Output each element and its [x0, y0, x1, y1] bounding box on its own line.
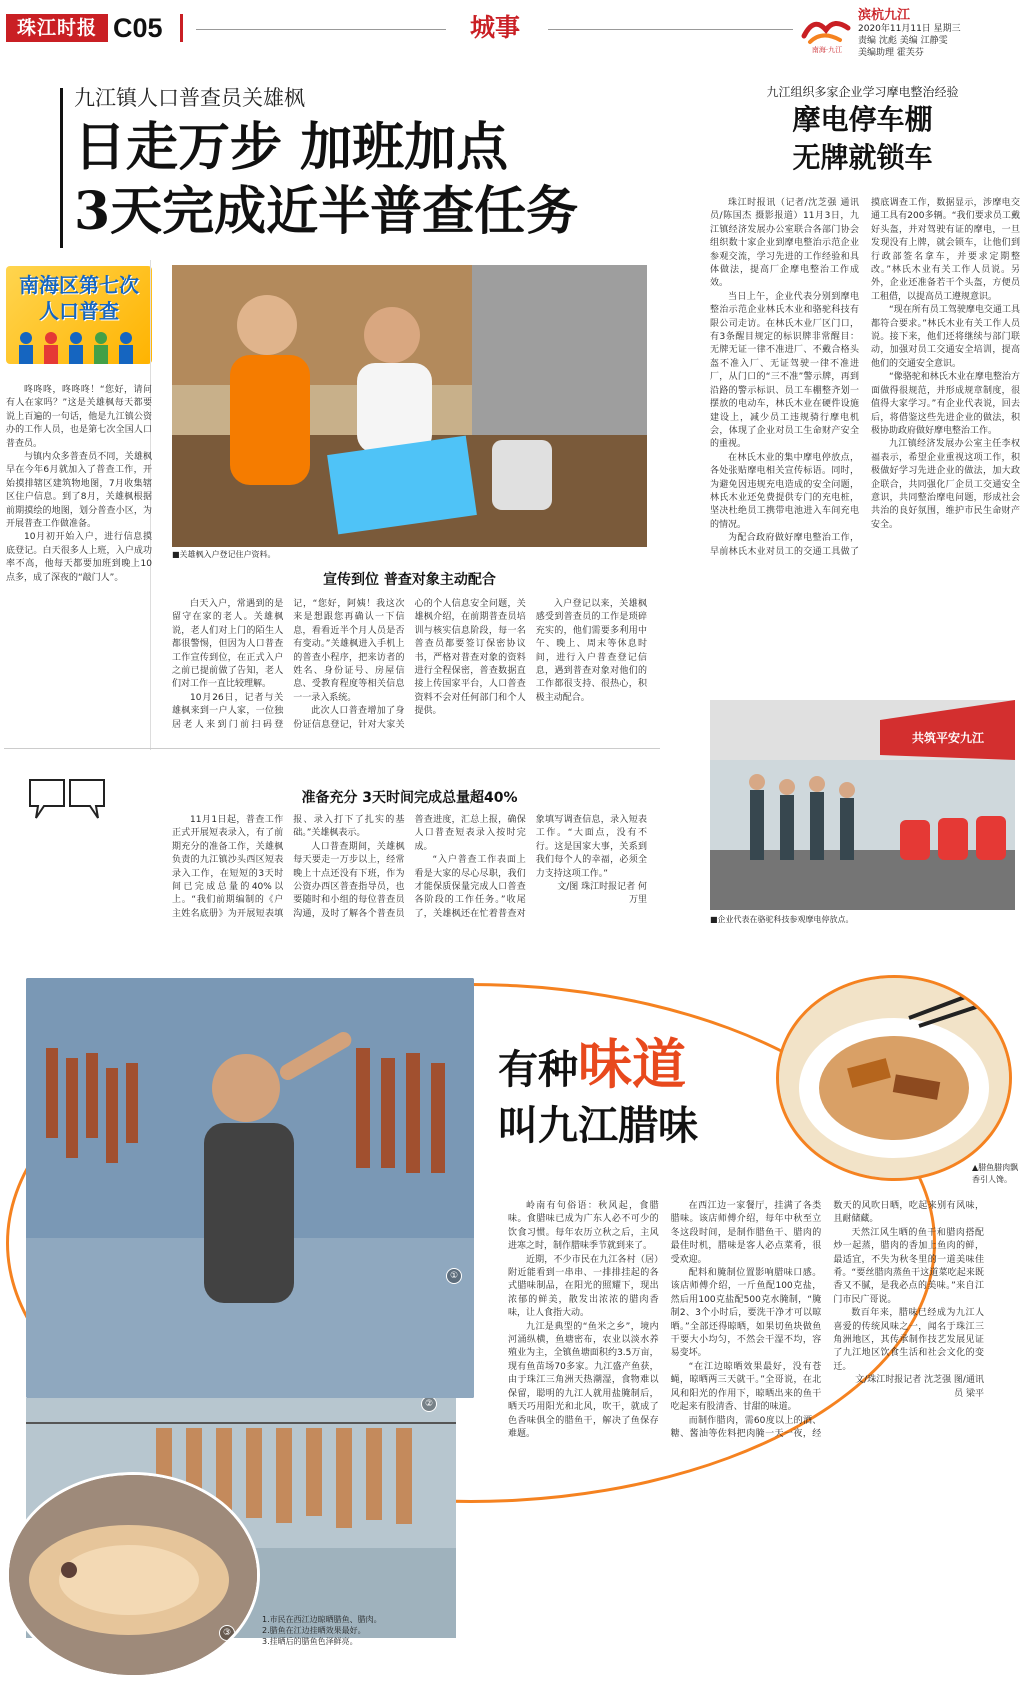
- lead-headline-line2: 3天完成近半普查任务: [74, 181, 579, 242]
- lead-kicker: 九江镇人口普查员关雄枫: [74, 86, 305, 110]
- lead-photo: [172, 265, 647, 547]
- lead-bottom-columns: [172, 814, 647, 948]
- right-paragraph: 在林氏木业的集中摩电停放点，各处张贴摩电相关宣传标语。同时，为避免因违规充电造成的安全问题，林氏木业还免费提供专门的充电桩，坚决杜绝员工携带电池进入车间充电的情况。: [710, 452, 859, 530]
- speech-bubbles-icon: [26, 776, 110, 826]
- feature-paragraph: 而制作腊肉，需60度以上的酒、糖、酱油等佐料把肉腌一天一夜，经数天的风吹日晒，吃起来别有风味，且耐储藏。: [670, 1201, 984, 1439]
- feature-paragraph: 在西江边一家餐厅，挂满了各类腊味。该店师傅介绍，每年中秋至立冬这段时间，是制作腊鱼干、腊肉的最佳时机，腊味是客人必点菜肴，很受欢迎。: [670, 1201, 822, 1265]
- right-paragraph: “像骆驼和林氏木业在摩电整治方面做得很规范，并形成规章制度，很值得大家学习。”有企业代表说，回去后，将借鉴这些先进企业的做法，积极协助政府做好摩电整治工作。: [871, 372, 1020, 436]
- feature-photo-dish: [776, 975, 1012, 1181]
- dish-caption: ▲腊鱼腊肉飘香引人馋。: [972, 1163, 1019, 1184]
- right-kicker: 九江组织多家企业学习摩电整治经验: [766, 85, 959, 99]
- feature-article-body: [508, 1200, 984, 1608]
- feature-title-line1: [498, 1032, 686, 1096]
- lead-headline-line1: 日走万步 加班加点: [74, 117, 509, 178]
- lead-photo-caption: ■关雄枫入户登记住户资料。: [172, 550, 276, 559]
- feature-paragraph: 近期，不少市民在九江各村（居）附近能看到一串串、一排排挂起的各式腊味制品，在阳光的照耀下，现出浓郁的鲜美，散发出浓浓的腊肉香味，让人食指大动。: [508, 1254, 659, 1319]
- right-headline-line1: 摩电停车棚: [792, 103, 933, 136]
- brand-badge-text: 南海·九江: [811, 46, 843, 54]
- page-number: C05: [113, 13, 163, 43]
- header-bar: [180, 14, 183, 42]
- photo-number-3: ③: [219, 1625, 235, 1641]
- subhead-publicity: 宣传到位 普查对象主动配合: [323, 572, 496, 588]
- feature-paragraph: 岭南有句俗语：秋风起，食腊味。食腊味已成为广东人必不可少的饮食习惯。每年农历立秋之后，主风进寒之时，制作腊味季节就到来了。: [508, 1201, 659, 1252]
- feature-caption: 2.腊鱼在江边挂晒效果最好。: [262, 1626, 366, 1635]
- feature-caption: 3.挂晒后的腊鱼色泽鲜亮。: [262, 1637, 358, 1646]
- feature-photo-drying: [26, 978, 474, 1398]
- feature-title-highlight: 味道: [578, 1032, 686, 1096]
- feature-paragraph: 天然江风生晒的鱼干和腊肉搭配炒一起蒸，腊肉的香加上鱼肉的鲜，最适宜，不失为秋冬里的一道美味佳肴。“要丝腊肉蒸鱼干这道菜吃起来既香又不腻，是我必点的美味。”来自江门市民广哥说。: [833, 1227, 984, 1305]
- feature-photo-fish-closeup: [6, 1472, 260, 1678]
- newspaper-logo: 珠江时报: [6, 14, 108, 42]
- lead-byline: 文/图 珠江时报记者 何万里: [557, 882, 647, 906]
- right-paragraph: “现在所有员工驾驶摩电交通工具都符合要求。”林氏木业有关工作人员说。接下来，他们还将继续与部门联动，加强对员工交通安全培训，提高他们的交通安全意识。: [871, 305, 1020, 369]
- census-logo: [6, 266, 152, 364]
- lead-paragraph: 人口普查期间，关雄枫每天要走一万步以上，经常晚上十点还没有下班，作为公资办西区普查指导员，也要随时和小组的每位普查员沟通，及时了解各个普查员普查进度，汇总上报，确保人口普查短表录入按时完成。: [293, 815, 526, 919]
- headline-rule: [60, 88, 63, 248]
- banner-text: 共筑平安九江: [911, 731, 985, 745]
- photo-number-2: ②: [421, 1398, 437, 1412]
- feature-title-prefix: 有种: [498, 1046, 578, 1093]
- feature-photo-captions: [262, 1614, 382, 1647]
- subhead-preparation: 准备充分 3天时间完成总量超40%: [301, 790, 518, 806]
- census-people-icon: [6, 324, 152, 364]
- right-article-body: [710, 197, 1020, 692]
- right-photo-caption: ■企业代表在骆驼科技参观摩电停放点。: [710, 915, 854, 924]
- lead-paragraph: 此次人口普查增加了身份证信息登记，针对大家关心的个人信息安全问题，关雄枫介绍，在前期普查员培训与核实信息阶段，每一名普查员都要签订保密协议书，严格对普查对象的资料进行全程保密，普查数据直接上传国家平台，人口普查资料不会对任何部门和个人提供。: [293, 599, 526, 730]
- feature-byline: 文/珠江时报记者 沈芝强 图/通讯员 梁平: [855, 1375, 984, 1399]
- lead-paragraph: 11月1日起，普查工作正式开展短表录入，有了前期充分的准备工作，关雄枫负责的九江镇沙头西区短表录入工作，在短短的3天时间已完成总量的40%以上。“我们前期编制的《户主姓名底册》为开展短表填报、录入打下了扎实的基础。”关雄枫表示。: [172, 815, 405, 919]
- lead-paragraph: 咚咚咚，咚咚咚！“您好，请问有人在家吗？”这是关雄枫每天都要说上百遍的一句话，他是九江镇公资办的工作人员，也是第七次全国人口普查员。: [6, 385, 152, 449]
- right-photo: [710, 700, 1015, 910]
- feature-title-line2: 叫九江腊味: [498, 1102, 698, 1149]
- feature-paragraph: “在江边晾晒效果最好，没有苍蝇，晾晒两三天就干。”全哥说，在北风和阳光的作用下，晾晒出来的鱼干吃起来有股清香、甘甜的味道。: [670, 1361, 822, 1413]
- brand-badge-icon: [800, 12, 854, 54]
- section-title: 城事: [470, 13, 521, 42]
- right-paragraph: 九江镇经济发展办公室主任李权福表示，希望企业重视这项工作，积极做好学习先进企业的做法，加大政企联合，共同强化厂企员工交通安全意识，共同整治摩电问题，形成社会共治的良好氛围，维护市民生命财产安全。: [871, 439, 1020, 530]
- feature-paragraph: 数百年来，腊味已经成为九江人喜爱的传统风味之一，闻名于珠江三角洲地区，其传承制作技艺发展见证了九江地区饮食生活和社会文化的变迁。: [833, 1308, 984, 1372]
- header-divider-right: [548, 29, 793, 30]
- lead-paragraph: 10月初开始入户，进行信息摸底登记。白天很多人上班，入户成功率不高，他每天都要加班到晚上10点多，成了深夜的“敲门人”。: [6, 532, 152, 583]
- issue-date: 2020年11月11日 星期三: [858, 24, 961, 34]
- photo-number-1: ①: [446, 1268, 462, 1284]
- section-divider: [4, 748, 660, 749]
- right-paragraph: 为配合政府做好摩电整治工作，早前林氏木业对员工的交通工具做了摸底调查工作，数据显示，涉摩电交通工具有200多辆。“我们要求员工戴好头盔，并对驾驶有证的摩电，一旦发现没有上牌，就会锁车，让他们到行政部签名拿车，并要求定期整改。”林氏木业有关工作人员说。另外，企业还准备若干个头盔，方便员工租借，以提高员工遵规意识。: [710, 198, 1020, 557]
- lead-paragraph: 白天入户，常遇到的是留守在家的老人。关雄枫说，老人们对上门的陌生人都很警惕，但因为人口普查工作宣传到位，在正式入户之前已提前做了告知，老人们对工作一直比较理解。: [172, 599, 284, 690]
- editor-assistant-credits: 美编助理 霍芙芬: [858, 48, 924, 58]
- census-logo-line2: 人口普查: [39, 299, 119, 323]
- lead-paragraph: 入户登记以来，关雄枫感受到普查员的工作是琐碎充实的，他们需要多利用中午、晚上、周末等休息时间，进行入户普查登记信息，遇到普查对象对他们的工作都很支持、很热心，积极主动配合。: [535, 599, 647, 703]
- header-divider-left: [196, 29, 446, 30]
- feature-paragraph: 配料和腌制位置影响腊味口感。该店师傅介绍，一斤鱼配100克盐，然后用100克盐配500克水腌制，“腌制2、3个小时后，要洗干净才可以晾晒。”全部还得晾晒，如果切鱼块做鱼干要大小均匀，不然会干湿不均，容易变坏。: [670, 1268, 822, 1359]
- lead-mid-columns: [172, 598, 647, 766]
- right-paragraph: 当日上午，企业代表分别到摩电整治示范企业林氏木业和骆驼科技有限公司走访。在林氏木业厂区门口，有3条醒目规定的标识牌非常醒目：无牌无证一律不准进厂、不戴合格头盔不准入厂、无证驾驶一律不准进厂，从门口的“三不准”警示牌，再到沿路的警示标识、员工车棚整齐划一摆放的电动车，林氏木业在硬件设施建设上，减少员工违规骑行摩电机会，体现了企业对员工生命财产安全的重视。: [710, 291, 859, 450]
- census-logo-line1: 南海区第七次: [19, 273, 139, 297]
- right-headline-line2: 无牌就锁车: [792, 141, 933, 174]
- feature-caption: 1.市民在西江边晾晒腊鱼、腊肉。: [262, 1615, 382, 1624]
- lead-paragraph: 10月26日，记者与关雄枫来到一户人家，一位独居老人来到门前扫码登记，“您好，阿姨！我这次来是想跟您再确认一下信息，看看近半个月人员是否有变动。”关雄枫进入手机上的普查小程序，把来访者的姓名、身份证号、房屋信息、受教育程度等相关信息一一录入系统。: [172, 599, 405, 730]
- editor-credits: 责编 沈彪 美编 江静雯: [858, 36, 948, 46]
- feature-paragraph: 九江是典型的“鱼米之乡”，境内河涌纵横，鱼塘密布，农业以淡水养殖业为主，全镇鱼塘面积约3.5万亩，现有鱼苗场70多家。九江盛产鱼获，由于珠江三角洲天热潮湿，食物难以保留，聪明的九江人就用盐腌制后，晒天巧用阳光和北风，吹干，就成了色香味俱全的腊鱼干，解决了鱼保存难题。: [508, 1321, 659, 1439]
- right-paragraph: 珠江时报讯（记者/沈芝强 通讯员/陈国杰 摄影报道）11月3日，九江镇经济发展办公室联合各部门协会组织数十家企业到摩电整治示范企业参观交流，学习先进的工作经验和具体做法，提高厂企摩电整治工作成效。: [710, 198, 859, 289]
- lead-paragraph: “入户普查工作表面上看是大家的尽心尽职，我们才能保质保量完成人口普查各阶段的工作任务。”收尾了，关雄枫还在忙着普查对象填写调查信息，录入短表工作。“大面点，没有不行。这是国家大事，关系到我们每个人的幸福，必须全力支持这项工作。”: [414, 815, 647, 919]
- brand-name: 滨杭九江: [858, 8, 911, 23]
- lead-intro-column: [6, 384, 152, 744]
- lead-paragraph: 与镇内众多普查员不同，关雄枫早在今年6月就加入了普查工作，开始摸排辖区建筑物地图，7月收集辖区住户信息。到了8月，关雄枫根据前期摸绘的地图，划分普查小区，为开展普查工作做准备。: [6, 452, 152, 530]
